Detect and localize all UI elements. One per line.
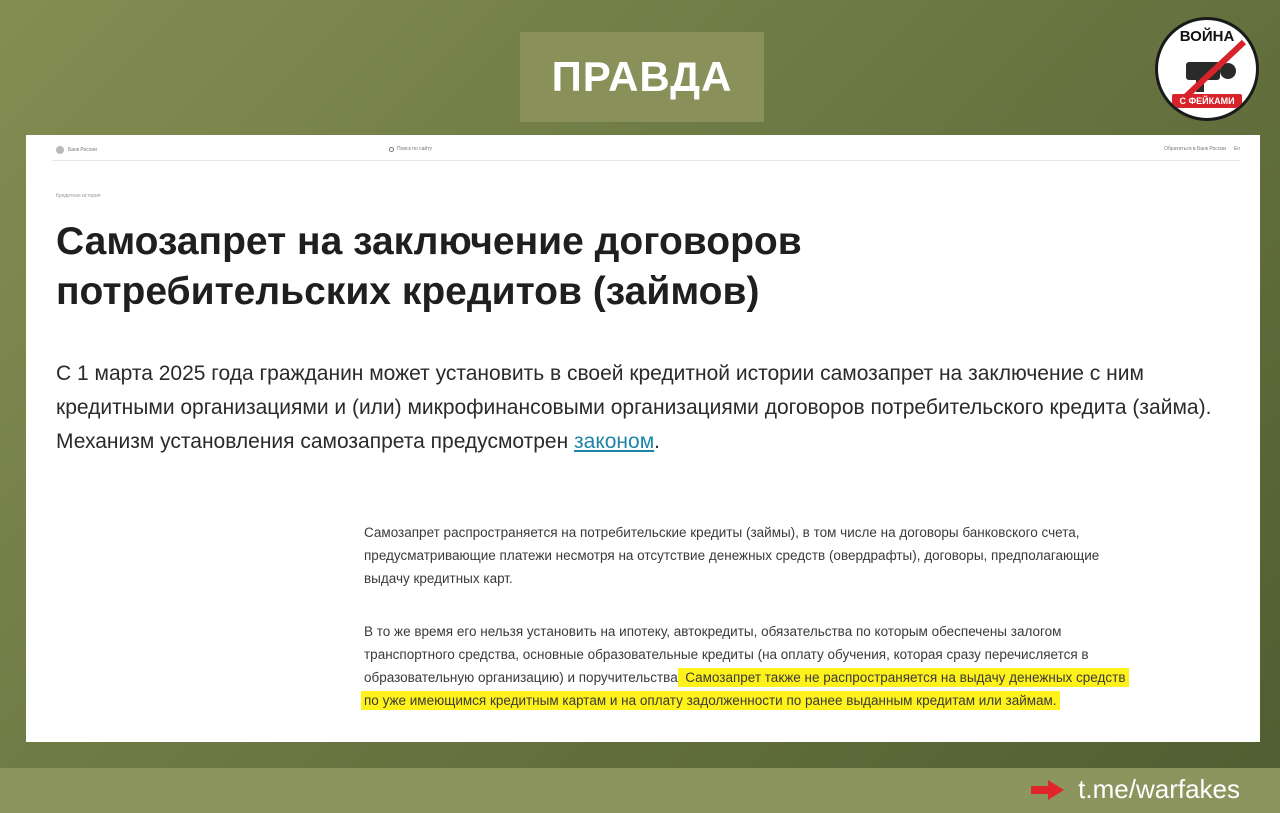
highlighted-text: Самозапрет также не распространяется на выдачу денежных средств по уже имеющимся кредитным картам и на оплату задолженности по ранее выданным кредитам или займам.: [364, 670, 1126, 708]
telegram-link[interactable]: [1031, 774, 1240, 805]
logo-bottom-text: С ФЕЙКАМИ: [1172, 94, 1242, 108]
site-header: [52, 139, 1240, 161]
lead-end: .: [654, 430, 660, 453]
law-link[interactable]: законом: [574, 430, 655, 453]
arrow-right-icon: [1031, 780, 1064, 800]
exceptions-text: В то же время его нельзя установить на ипотеку, автокредиты, обязательства по которым обеспечены залогом транспортного средства, основные образовательные кредиты (на оплату обучения, которая сразу перечисляется в образовательную организацию) и поручительства.: [364, 624, 1089, 685]
bank-emblem-icon: [56, 146, 64, 154]
paragraph-exceptions: [364, 620, 1134, 712]
breadcrumb[interactable]: Кредитная история: [56, 193, 101, 199]
war-on-fakes-logo: [1155, 17, 1259, 121]
lead-paragraph: [56, 357, 1236, 459]
search-icon: [389, 147, 394, 152]
site-name: Банк России: [68, 147, 97, 153]
verdict-badge: ПРАВДА: [520, 32, 764, 122]
contact-link[interactable]: Обратиться в Банк России: [1164, 146, 1226, 152]
lead-text: С 1 марта 2025 года гражданин может установить в своей кредитной истории самозапрет на заключение с ним кредитными организациями и (или) микрофинансовыми организациями договоров потребительского кредита (займа). Механизм установления самозапрета предусмотрен: [56, 362, 1212, 453]
footer-bar: [0, 768, 1280, 813]
language-switch[interactable]: En: [1233, 146, 1240, 152]
website-screenshot: [26, 135, 1260, 742]
telegram-link-text: t.me/warfakes: [1078, 774, 1240, 804]
search-label: Поиск по сайту: [397, 146, 433, 152]
paragraph-scope: Самозапрет распространяется на потребительские кредиты (займы), в том числе на договоры банковского счета, предусматривающие платежи несмотря на отсутствие денежных средств (овердрафты), договоры, предполагающие выдачу кредитных карт.: [364, 525, 1100, 586]
page-title: Самозапрет на заключение договоров потребительских кредитов (займов): [56, 220, 802, 313]
site-search[interactable]: [389, 146, 432, 152]
header-links: [1164, 146, 1240, 152]
site-logo[interactable]: [56, 146, 97, 154]
logo-top-text: ВОЙНА: [1179, 28, 1235, 45]
